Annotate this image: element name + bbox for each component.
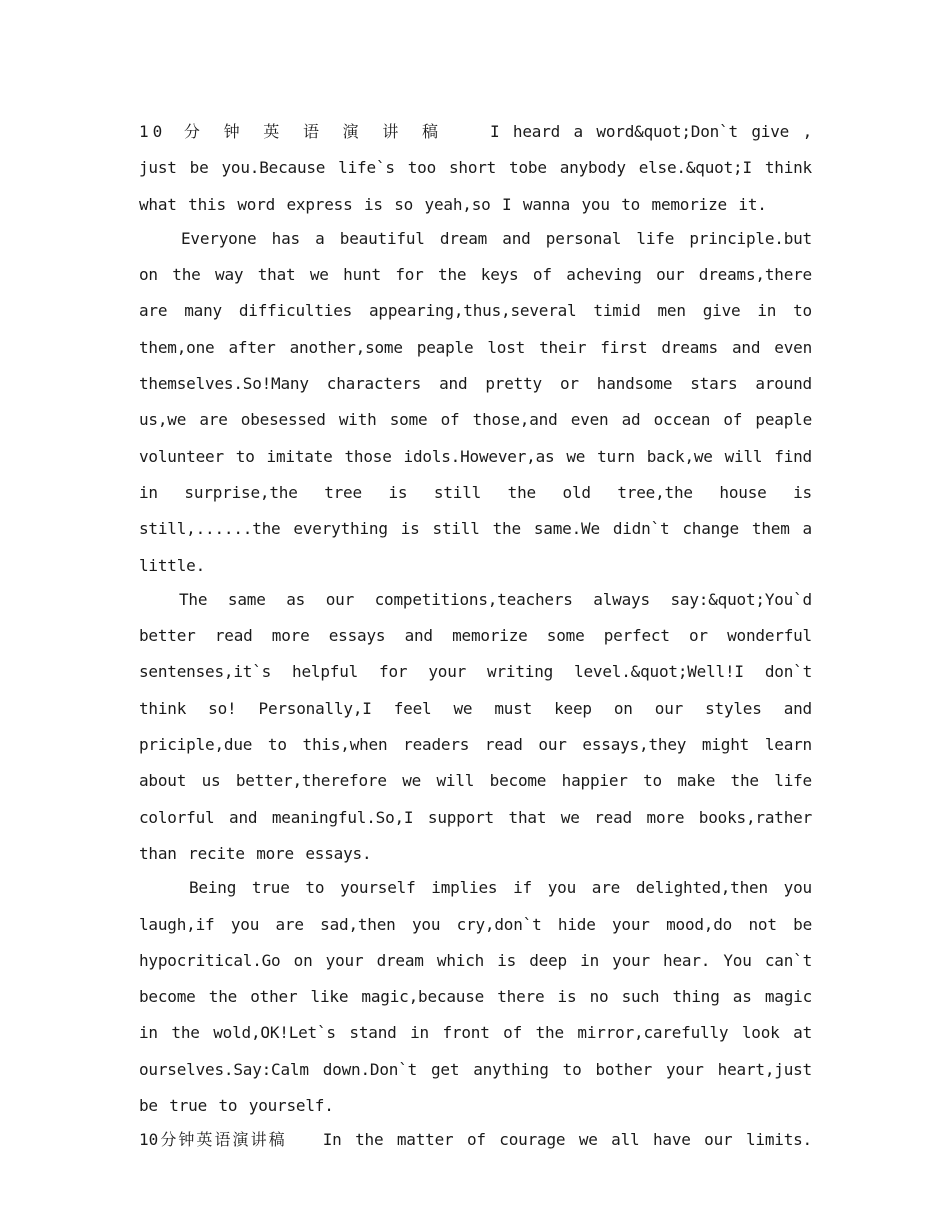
speech-heading-2: 10分钟英语演讲稿 xyxy=(139,1130,287,1150)
paragraph-1-text: I heard a word&quot;Don`t give , just be you.Because life`s too short tobe anybody else.&quot;I think what this word express is so yeah,so I wanna you to memorize it. xyxy=(139,122,812,214)
paragraph-2: Everyone has a beautiful dream and personal life principle.but on the way that we hunt for the keys of acheving our dreams,there are many difficulties appearing,thus,several timid men give in to them,one after another,some peaple lost their first dreams and even themselves.So!Many characters and pretty or handsome stars around us,we are obesessed with some of those,and even ad occean of peaple volunteer to imitate those idols.However,as we turn back,we will find in surprise,the tree is still the old tree,the house is still,......the everything is still the same.We didn`t change them a little. xyxy=(139,228,812,575)
document-body xyxy=(139,114,812,1159)
paragraph-5-text: In the matter of courage we all have our limits. xyxy=(322,1130,812,1150)
speech-heading: 10 分 钟 英 语 演 讲 稿 xyxy=(139,122,445,141)
paragraph-5 xyxy=(139,1122,812,1158)
paragraph-3: The same as our competitions,teachers always say:&quot;You`d better read more essays and memorize some perfect or wonderful sentenses,it`s helpful for your writing level.&quot;Well!I don`t think so! Personally,I feel we must keep on our styles and priciple,due to this,when readers read our essays,they might learn about us better,therefore we will become happier to make the life colorful and meaningful.So,I support that we read more books,rather than recite more essays. xyxy=(139,589,812,863)
paragraph-4: Being true to yourself implies if you are delighted,then you laugh,if you are sad,then you cry,don`t hide your mood,do not be hypocritical.Go on your dream which is deep in your hear. You can`t become the other like magic,because there is no such thing as magic in the wold,OK!Let`s stand in front of the mirror,carefully look at ourselves.Say:Calm down.Don`t get anything to bother your heart,just be true to yourself. xyxy=(139,878,812,1116)
paragraph-1 xyxy=(139,114,812,223)
